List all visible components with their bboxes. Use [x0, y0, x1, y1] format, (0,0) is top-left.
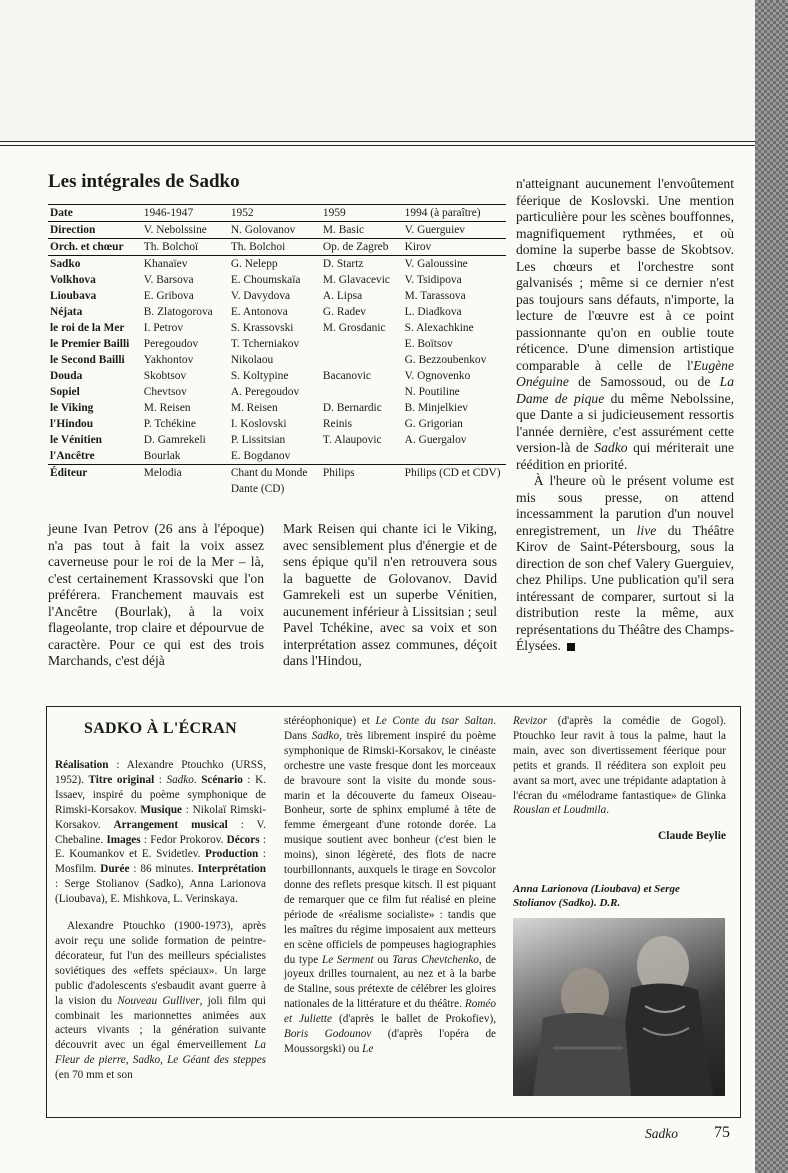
- row-label: le Premier Bailli: [50, 338, 130, 350]
- row-label: l'Hindou: [50, 418, 94, 430]
- table-cell: Op. de Zagreb: [321, 239, 403, 256]
- row-label: Date: [48, 205, 142, 222]
- table-cell: G. Grigorian: [404, 418, 463, 430]
- table-cell: [321, 352, 403, 368]
- table-cell: Yakhontov: [143, 354, 194, 366]
- signature: Claude Beylie: [657, 830, 726, 842]
- table-cell: A. Lipsa: [322, 290, 363, 302]
- table-cell: V. Nebolssine: [142, 222, 229, 239]
- table-cell: Th. Bolchoï: [142, 239, 229, 256]
- film-still-photo: [513, 918, 725, 1096]
- table-cell: Kirov: [403, 239, 506, 256]
- table-cell: M. Reisen: [143, 402, 191, 414]
- table-row: [48, 432, 506, 448]
- top-band: [0, 0, 755, 140]
- row-label: le Second Bailli: [50, 354, 125, 366]
- table-row: [48, 288, 506, 304]
- table-cell: M. Grosdanic: [322, 322, 386, 334]
- row-label: le roi de la Mer: [50, 322, 125, 334]
- table-cell: M. Glavacevic: [322, 274, 390, 286]
- table-cell: D. Bernardic: [322, 402, 382, 414]
- row-label: Sadko: [50, 258, 81, 270]
- table-cell: M. Basic: [321, 222, 403, 239]
- table-row: [48, 368, 506, 384]
- table-cell: Skobtsov: [143, 370, 187, 382]
- table-cell: D. Gamrekeli: [143, 434, 206, 446]
- table-cell: P. Lissitsian: [230, 434, 286, 446]
- table-cell: [321, 448, 403, 465]
- box-col-1: [55, 758, 266, 1083]
- table-row: [48, 304, 506, 320]
- row-label: le Viking: [50, 402, 94, 414]
- table-cell: Bacanovic: [322, 370, 371, 382]
- row-label: Sopiel: [50, 386, 80, 398]
- table-cell: P. Tchékine: [143, 418, 196, 430]
- middle-column-text: Mark Reisen qui chante ici le Viking, avec sensiblement plus d'énergie et de sens épique qu'il n'en retrouvera sous la baguette de Golovanov. David Gamrekeli est un superbe Vénitien, aucunement inférieur à Lissitsian ; seul Pavel Tchékine, avec sa voix et son interprétation assez communes, déçoit dans l'Hindou,: [283, 521, 497, 668]
- table-row: [48, 320, 506, 336]
- table-cell: E. Bogdanov: [230, 450, 291, 462]
- table-cell: Melodia: [142, 465, 229, 498]
- table-cell: E. Antonova: [230, 306, 288, 318]
- table-cell: V. Davydova: [230, 290, 291, 302]
- table-cell: Khanaïev: [143, 258, 188, 270]
- table-cell: G. Nelepp: [230, 258, 278, 270]
- table-cell: 1994 (à paraître): [403, 205, 506, 222]
- table-cell: B. Minjelkiev: [404, 402, 468, 414]
- table-row: [48, 256, 506, 273]
- row-label: l'Ancêtre: [50, 450, 95, 462]
- table-cell: V. Ognovenko: [404, 370, 471, 382]
- end-mark: [567, 643, 575, 651]
- table-cell: Reinis: [322, 418, 353, 430]
- table-cell: V. Tsidipova: [404, 274, 462, 286]
- table-row: [48, 222, 506, 239]
- page-number: 75: [714, 1124, 730, 1141]
- table-title: Les intégrales de Sadko: [48, 171, 240, 192]
- table-cell: V. Galoussine: [404, 258, 468, 270]
- table-cell: [321, 336, 403, 352]
- table-cell: 1946-1947: [142, 205, 229, 222]
- table-row: [48, 448, 506, 465]
- table-cell: B. Zlatogorova: [143, 306, 213, 318]
- cast-table: [48, 204, 506, 497]
- table-cell: N. Poutiline: [404, 386, 460, 398]
- row-label: Douda: [50, 370, 83, 382]
- row-label: Néjata: [50, 306, 83, 318]
- table-cell: S. Koltypine: [230, 370, 289, 382]
- table-cell: E. Gribova: [143, 290, 194, 302]
- table-cell: Peregoudov: [143, 338, 199, 350]
- row-label: Lioubava: [50, 290, 97, 302]
- table-row: [48, 272, 506, 288]
- table-row: [48, 384, 506, 400]
- table-cell: Chevtsov: [143, 386, 187, 398]
- table-cell: M. Tarassova: [404, 290, 466, 302]
- table-cell: I. Petrov: [143, 322, 184, 334]
- row-label: le Vénitien: [50, 434, 102, 446]
- table-cell: G. Radev: [322, 306, 366, 318]
- top-rule-2: [0, 145, 755, 146]
- table-cell: E. Choumskaïa: [230, 274, 301, 286]
- table-cell: S. Krassovski: [230, 322, 294, 334]
- row-label: Volkhova: [50, 274, 96, 286]
- left-column-text: jeune Ivan Petrov (26 ans à l'époque) n'a pas tout à fait la voix assez caverneuse pour le roi de la Mer – là, c'est certainement Krassovski que l'on préférera. Franchement mauvais est l'Ancêtre (Bourlak), à la voix flageolante, trop claire et dépourvue de caractère. Pour ce qui est des trois Marchands, c'est déjà: [48, 521, 264, 668]
- table-cell: Bourlak: [143, 450, 181, 462]
- box-col-1-text: Alexandre Ptouchko (1900-1973), après avoir reçu une solide formation de peintre-décorateur, fut l'un des meilleurs spécialistes soviétiques des «effets spéciaux». Un large public d'adolescents s'esbaudit avant guerre à la vision du Nouveau Gulliver, joli film qui combinait les marionnettes animées aux acteurs vivants ; la génération suivante découvrit avec un égal émerveillement La Fleur de pierre, Sadko, Le Géant des steppes (en 70 mm et son: [55, 920, 267, 1082]
- table-cell: A. Guergalov: [404, 434, 467, 446]
- photo-caption: Anna Larionova (Lioubava) et Serge Stolianov (Sadko). D.R.: [513, 883, 680, 909]
- footer-title: Sadko: [645, 1126, 678, 1141]
- table-cell: Nikolaou: [230, 354, 274, 366]
- film-credits: Réalisation : Alexandre Ptouchko (URSS, 1952). Titre original : Sadko. Scénario : K. Issaev, inspiré du poème symphonique de Rimski-Korsakov. Musique : Nikolaï Rimski-Korsakov. Arrangement musical : V. Chebaline. Images : Fedor Prokorov. Décors : E. Koumankov et E. Svidetlev. Production : Mosfilm. Durée : 86 minutes. Interprétation : Serge Stolianov (Sadko), Anna Larionova (Lioubava), E. Mishkova, L. Verinskaya.: [55, 759, 266, 906]
- table-cell: Th. Bolchoi: [229, 239, 321, 256]
- box-title: SADKO À L'ÉCRAN: [84, 720, 237, 737]
- table-row: [48, 336, 506, 352]
- table-row: [48, 465, 506, 498]
- table-cell: 1959: [321, 205, 403, 222]
- table-cell: 1952: [229, 205, 321, 222]
- box-col-3: Revizor (d'après la comédie de Gogol). Ptouchko leur ravit à tous la palme, haut la main, avec son divertissement féerique pour petits et grands. Il rééditera son exploit peu avant sa mort, avec une trépidante adaptation à l'écran du «mélodrame fantastique» de Glinka Rouslan et Loudmila.: [513, 715, 726, 817]
- row-label: Direction: [48, 222, 142, 239]
- table-cell: L. Diadkova: [404, 306, 462, 318]
- top-rule: [0, 141, 755, 142]
- table-cell: D. Startz: [322, 258, 364, 270]
- right-column-text: n'atteignant aucunement l'envoûtement féerique de Koslovski. Une mention particulière pour les scènes bouffonnes, magnifiquement rythmées, et où domine la superbe basse de Skobtsov. Les chœurs et l'orchestre sont galvanisés ; même si ce dernier n'est pas toujours sans défauts, n'importe, la lecture de l'œuvre est à ce point passionnante qu'on en oublie toute réticence. D'une dimension artistique comparable à celle de l'Eugène Onéguine de Samossoud, ou de La Dame de pique du même Nebolssine, que Dante a si judicieusement ressortis l'année dernière, c'est assurément cette version-là de Sadko qui mériterait une réédition en priorité. À l'heure où le présent volume est mis sous presse, on attend incessamment la parution d'un nouvel enregistrement, un live du Théâtre Kirov de Saint-Pétersbourg, sous la direction de son chef Valery Guerguiev, chez Philips. Une publication qu'il sera intéressant de comparer, surtout si la distribution reste la même, aux représentations du Théâtre des Champs-Élysées.: [516, 176, 735, 653]
- table-cell: M. Reisen: [230, 402, 278, 414]
- halftone-side-strip: [755, 0, 788, 1173]
- table-cell: Chant du Monde Dante (CD): [229, 465, 321, 498]
- table-cell: S. Alexachkine: [404, 322, 474, 334]
- box-col-2: stéréophonique) et Le Conte du tsar Saltan. Dans Sadko, très librement inspiré du poème symphonique de Rimski-Korsakov, le cinéaste orchestre une vaste fresque dont les morceaux de bravoure sont la visite du monde sous-marin et la découverte du fameux Oiseau-Bonheur, sorte de sphinx emplumé à tête de femme émergeant d'une rotonde dorée. La musique soutient avec bonheur (c'est bien le moins), sinon légèreté, des flots de nacre tourbillonnants, auxquels le tirage en Sovcolor donne des reflets presque kitsch. Il est piquant de remarquer que ce film fut réalisé en pleine période de «réalisme socialiste» : tandis que les maîtres du régime imposaient aux metteurs en scène officiels de pompeuses hagiographies du type Le Serment ou Taras Chevtchenko, de joyeux drilles tournaient, au nez et à la barbe de Staline, sous prétexte de célébrer les gloires nationales de la littérature et du théâtre. Roméo et Juliette (d'après le ballet de Prokofiev), Boris Godounov (d'après l'opéra de Moussorgski) ou Le: [284, 715, 497, 1055]
- table-cell: T. Tcherniakov: [230, 338, 300, 350]
- table-row: [48, 352, 506, 368]
- table-row: [48, 205, 506, 222]
- table-cell: Philips: [321, 465, 403, 498]
- table-cell: V. Guerguiev: [403, 222, 506, 239]
- table-row: [48, 416, 506, 432]
- table-cell: I. Koslovski: [230, 418, 287, 430]
- row-label: Éditeur: [48, 465, 142, 498]
- table-cell: V. Barsova: [143, 274, 194, 286]
- row-label: Orch. et chœur: [48, 239, 142, 256]
- table-cell: Philips (CD et CDV): [403, 465, 506, 498]
- table-cell: T. Alaupovic: [322, 434, 382, 446]
- table-cell: [403, 448, 506, 465]
- table-cell: G. Bezzoubenkov: [404, 354, 487, 366]
- table-cell: [321, 384, 403, 400]
- table-cell: E. Boïtsov: [404, 338, 453, 350]
- table-cell: A. Peregoudov: [230, 386, 300, 398]
- table-row: [48, 239, 506, 256]
- table-cell: N. Golovanov: [229, 222, 321, 239]
- table-row: [48, 400, 506, 416]
